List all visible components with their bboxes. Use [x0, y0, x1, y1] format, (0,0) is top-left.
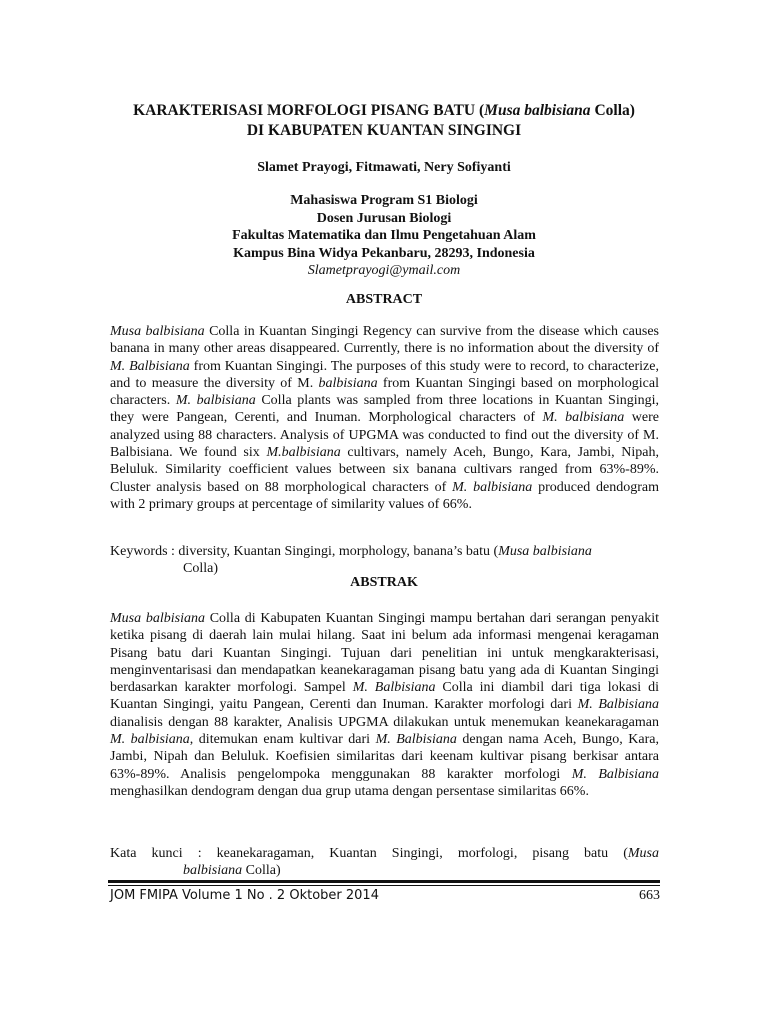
affiliation-line: Mahasiswa Program S1 Biologi	[290, 193, 478, 208]
affiliation-line: Dosen Jurusan Biologi	[316, 210, 452, 226]
footer-rule	[108, 880, 660, 883]
keywords: Keywords : diversity, Kuantan Singingi, morphology, banana’s batu (Musa balbisiana Colla)	[110, 544, 592, 577]
kata-kunci-line-1: Kata kunci : keanekaragaman, Kuantan Singingi, morfologi, pisang batu (Musa	[110, 846, 659, 861]
abstrak-paragraph: Musa balbisiana Colla di Kabupaten Kuantan Singingi mampu bertahan dari serangan penyakit ketika pisang di daerah lain mulai hilang. Saat ini belum ada informasi mengenai keragaman Pisang batu dari Kuantan Singingi. Tujuan dari penelitian ini untuk mengkarakterisasi, menginventarisasi dan mendapatkan keanekaragaman pisang batu yang ada di Kuantan Singingi berdasarkan karakter morfologi. Sampel M. Balbisiana Colla ini diambil dari tiga lokasi di Kuantan Singingi, yaitu Pangean, Cerenti dan Inuman. Karakter morfologi dari M. Balbisiana dianalisis dengan 88 karakter, Analisis UPGMA dilakukan untuk menemukan keanekaragaman M. balbisiana, ditemukan enam kultivar dari M. Balbisiana dengan nama Aceh, Bungo, Kara, Jambi, Nipah dan Beluluk. Koefisien similaritas dari keenam kultivar pisang berkisar antara 63%-89%. Analisis pengelompoka menggunakan 88 karakter morfologi M. Balbisiana menghasilkan dendogram dengan dua grup utama dengan persentase similaritas 66%.	[110, 611, 659, 799]
abstract-heading: ABSTRACT	[345, 292, 423, 307]
affiliation-line: Fakultas Matematika dan Ilmu Pengetahuan Alam	[232, 228, 536, 243]
paper-title	[100, 101, 668, 141]
journal-footer: JOM FMIPA Volume 1 No . 2 Oktober 2014	[110, 888, 379, 903]
title-line-1: KARAKTERISASI MORFOLOGI PISANG BATU (Musa balbisiana Colla)	[133, 102, 635, 119]
title-line-2: DI KABUPATEN KUANTAN SINGINGI	[246, 122, 522, 139]
affiliation-line: Kampus Bina Widya Pekanbaru, 28293, Indonesia	[233, 245, 535, 261]
kata-kunci	[110, 845, 659, 880]
affiliation-block	[100, 192, 668, 280]
abstrak-heading: ABSTRAK	[350, 575, 418, 590]
author-list: Slamet Prayogi, Fitmawati, Nery Sofiyanti	[257, 160, 511, 175]
abstract-paragraph: Musa balbisiana Colla in Kuantan Singingi Regency can survive from the disease which causes banana in many other areas disappeared. Currently, there is no information about the diversity of M. Balbisiana from Kuantan Singingi. The purposes of this study were to record, to characterize, and to measure the diversity of M. balbisiana from Kuantan Singingi based on morphological characters. M. balbisiana Colla plants was sampled from three locations in Kuantan Singingi, they were Pangean, Cerenti, and Inuman. Morphological characters of M. balbisiana were analyzed using 88 characters. Analysis of UPGMA was conducted to find out the diversity of M. Balbisiana. We found six M.balbisiana cultivars, namely Aceh, Bungo, Kara, Jambi, Nipah, Beluluk. Similarity coefficient values between six banana cultivars ranged from 63%-89%. Cluster analysis based on 88 morphological characters of M. balbisiana produced dendogram with 2 primary groups at percentage of similarity values of 66%.	[110, 324, 660, 512]
author-email: Slametprayogi@ymail.com	[307, 263, 461, 278]
page-number: 663	[639, 888, 660, 903]
kata-kunci-line-2: balbisiana Colla)	[183, 863, 281, 879]
footer-rule	[108, 885, 660, 886]
